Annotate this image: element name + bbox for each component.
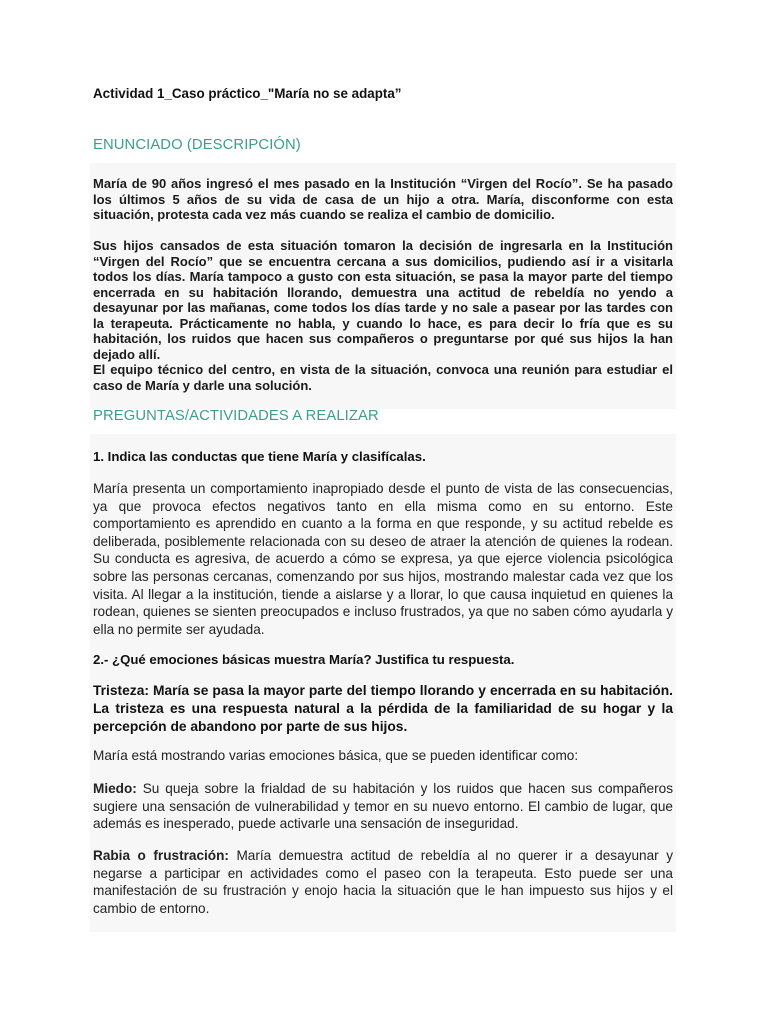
fear-label: Miedo: xyxy=(93,781,137,796)
enunciado-paragraph-3: El equipo técnico del centro, en vista de la situación, convoca una reunión para estudiar el caso de María y darle una solución. xyxy=(93,362,673,393)
anger-label: Rabia o frustración: xyxy=(93,848,229,863)
emotions-intro: María está mostrando varias emociones básica, que se pueden identificar como: xyxy=(93,748,579,763)
fear-text: Su queja sobre la frialdad de su habitación y los ruidos que hacen sus compañeros sugiere una sensación de vulnerabilidad y temor en su nuevo entorno. El cambio de lugar, que además es inesperado, puede activarle una sensación de inseguridad. xyxy=(93,781,673,832)
answer-fear xyxy=(93,780,673,833)
answer-sadness: Tristeza: María se pasa la mayor parte del tiempo llorando y encerrada en su habitación. La tristeza es una respuesta natural a la pérdida de la familiaridad de su hogar y la percepción de abandono por parte de sus hijos. xyxy=(93,683,673,734)
answer-anger xyxy=(93,847,673,917)
answer-1: María presenta un comportamiento inapropiado desde el punto de vista de las consecuencias, ya que provoca efectos negativos tanto en ella misma como en su entorno. Este comportamiento es aprendido en cuanto a la forma en que responde, y su actitud rebelde es deliberada, posiblemente relacionada con su deseo de atraer la atención de quienes la rodean. Su conducta es agresiva, de acuerdo a cómo se expresa, ya que ejerce violencia psicológica sobre las personas cercanas, comenzando por sus hijos, mostrando malestar cada vez que los visita. Al llegar a la institución, tiende a aislarse y a llorar, lo que causa inquietud en quienes la rodean, quienes se sienten preocupados e incluso frustrados, ya que no saben cómo ayudarla y ella no permite ser ayudada. xyxy=(93,481,673,637)
enunciado-paragraph-2: Sus hijos cansados de esta situación tomaron la decisión de ingresarla en la Institución “Virgen del Rocío” que se encuentra cercana a sus domicilios, pudiendo así ir a visitarla todos los días. María tampoco a gusto con esta situación, se pasa la mayor parte del tiempo encerrada en su habitación llorando, demuestra una actitud de rebeldía no yendo a desayunar por las mañanas, come todos los días tarde y no sale a pasear por las tardes con la terapeuta. Prácticamente no habla, y cuando lo hace, es para decir lo fría que es su habitación, los ruidos que hacen sus compañeros o preguntarse por qué sus hijos la han dejado allí. xyxy=(93,238,673,362)
section-heading-enunciado: ENUNCIADO (DESCRIPCIÓN) xyxy=(93,137,301,153)
question-2: 2.- ¿Qué emociones básicas muestra María? Justifica tu respuesta. xyxy=(93,652,515,667)
enunciado-paragraph-1: María de 90 años ingresó el mes pasado en la Institución “Virgen del Rocío”. Se ha pasado los últimos 5 años de su vida de casa de un hijo a otra. María, disconforme con esta situación, protesta cada vez más cuando se realiza el cambio de domicilio. xyxy=(93,176,673,222)
anger-text: María demuestra actitud de rebeldía al no querer ir a desayunar y negarse a participar en actividades como el paseo con la terapeuta. Esto puede ser una manifestación de su frustración y enojo hacia la situación que le han impuesto sus hijos y el cambio de entorno. xyxy=(93,848,673,916)
question-1: 1. Indica las conductas que tiene María y clasifícalas. xyxy=(93,449,426,464)
document-title: Actividad 1_Caso práctico_"María no se adapta” xyxy=(93,86,402,101)
section-heading-preguntas: PREGUNTAS/ACTIVIDADES A REALIZAR xyxy=(93,408,379,424)
